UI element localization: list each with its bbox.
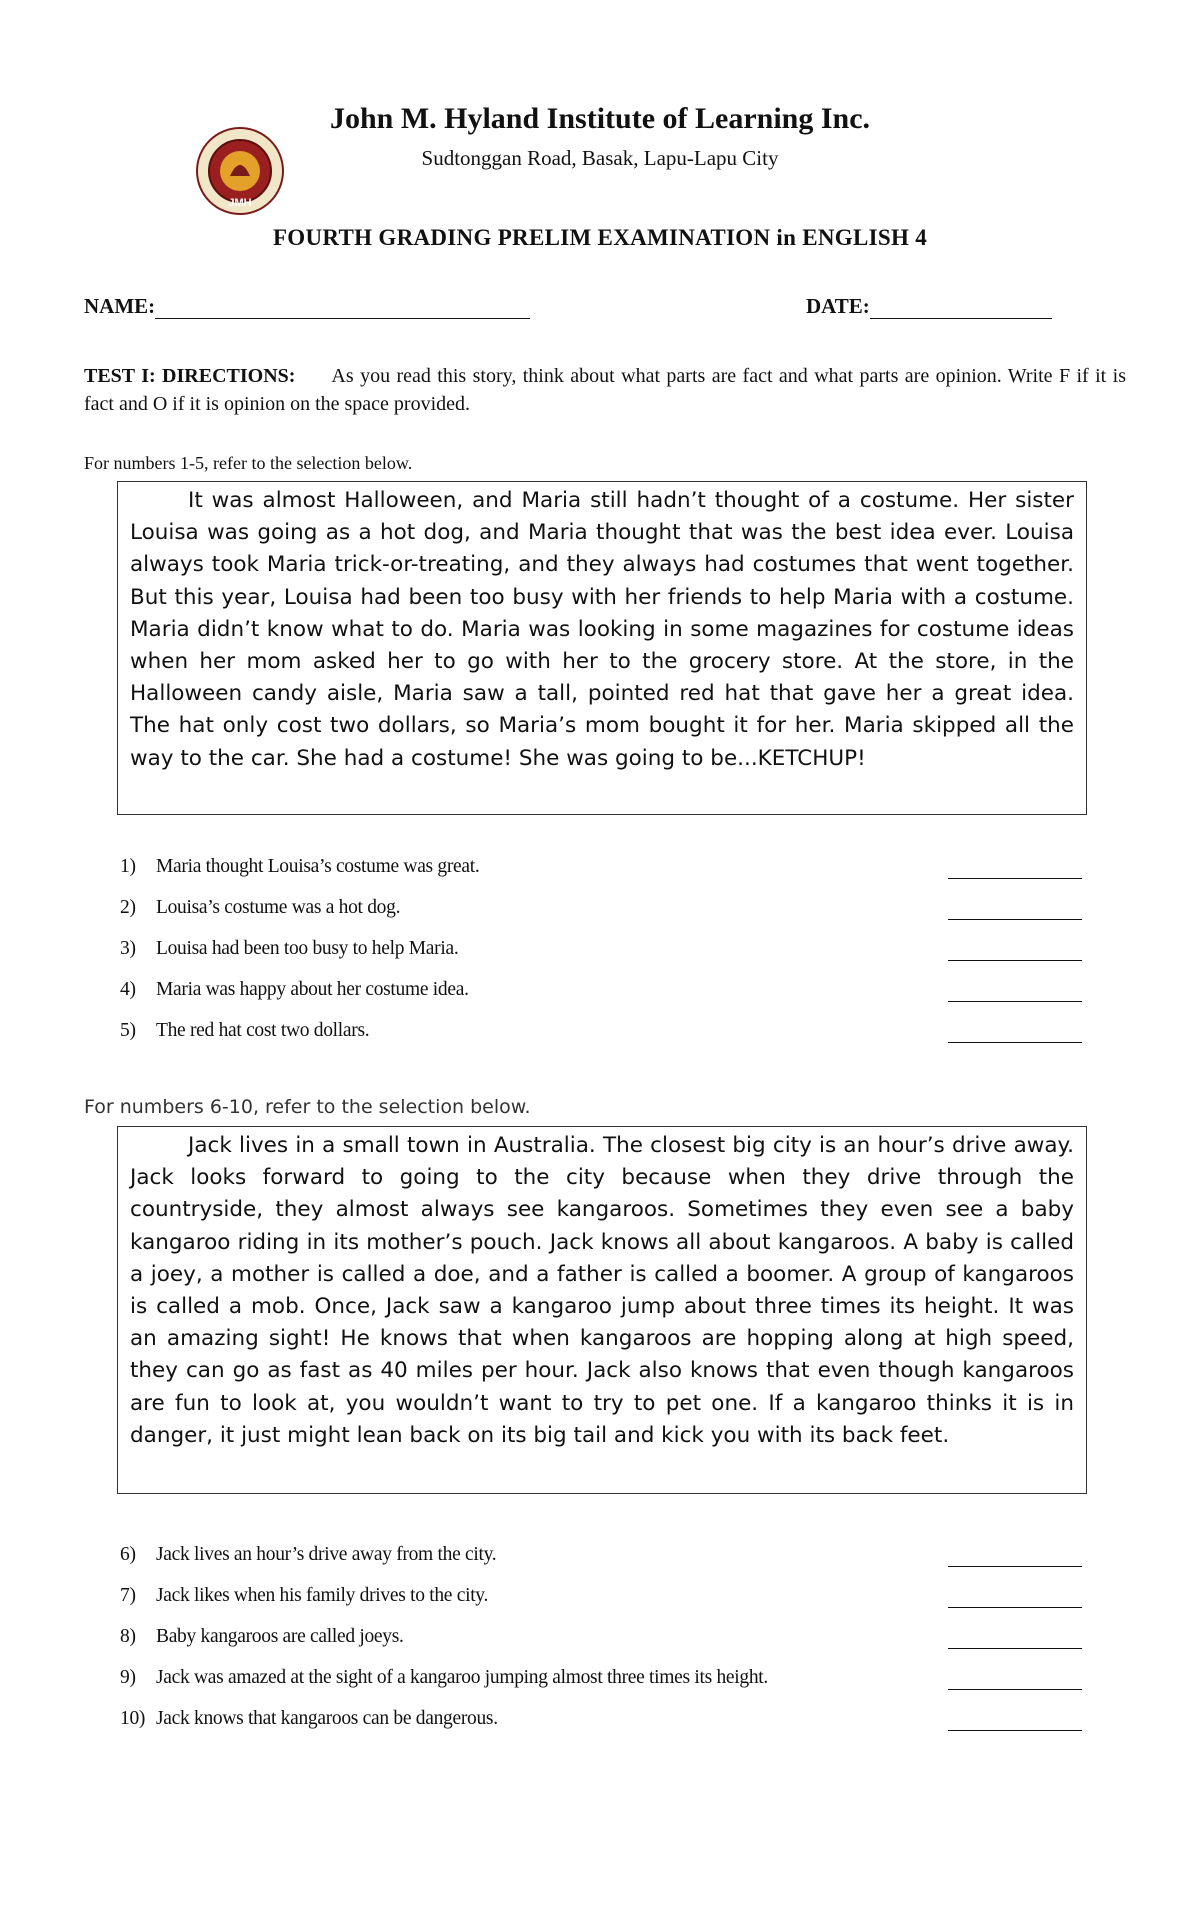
question-number: 1) xyxy=(120,856,136,877)
answer-blank[interactable] xyxy=(948,1042,1082,1043)
test-directions xyxy=(84,362,1126,418)
answer-blank[interactable] xyxy=(948,1730,1082,1731)
question-text: Jack likes when his family drives to the city. xyxy=(156,1585,489,1606)
school-name: John M. Hyland Institute of Learning Inc. xyxy=(329,102,871,135)
directions-text: As you read this story, think about what parts are fact and what parts are opinion. Write F if it is fact and O if it is opinion on the space provided. xyxy=(84,365,1126,415)
question-item xyxy=(120,938,1080,979)
question-number: 3) xyxy=(120,938,136,959)
question-number: 5) xyxy=(120,1020,136,1041)
question-text: Baby kangaroos are called joeys. xyxy=(156,1626,404,1647)
question-item xyxy=(120,1020,1080,1061)
passage-jack xyxy=(117,1126,1087,1494)
date-field[interactable] xyxy=(806,294,1052,319)
answer-blank[interactable] xyxy=(948,1001,1082,1002)
question-number: 8) xyxy=(120,1626,136,1647)
question-text: Jack lives an hour’s drive away from the city. xyxy=(156,1544,497,1565)
date-blank[interactable] xyxy=(870,296,1052,319)
passage-maria xyxy=(117,481,1087,815)
question-text: Jack knows that kangaroos can be dangerous. xyxy=(156,1708,498,1729)
question-item xyxy=(120,1585,1080,1626)
date-label: DATE: xyxy=(806,294,870,318)
answer-blank[interactable] xyxy=(948,878,1082,879)
question-number: 7) xyxy=(120,1585,136,1606)
name-label: NAME: xyxy=(84,294,156,318)
answer-blank[interactable] xyxy=(948,1648,1082,1649)
question-text: Louisa had been too busy to help Maria. xyxy=(156,938,459,959)
answer-blank[interactable] xyxy=(948,1566,1082,1567)
question-item xyxy=(120,979,1080,1020)
answer-blank[interactable] xyxy=(948,919,1082,920)
logo-initials: JMH xyxy=(228,197,252,209)
section1-refer: For numbers 1-5, refer to the selection below. xyxy=(84,453,413,473)
exam-title: FOURTH GRADING PRELIM EXAMINATION in ENGLISH 4 xyxy=(272,225,928,250)
school-logo xyxy=(195,126,285,216)
question-number: 6) xyxy=(120,1544,136,1565)
school-address: Sudtonggan Road, Basak, Lapu-Lapu City xyxy=(421,146,779,170)
question-item xyxy=(120,1708,1080,1749)
question-item xyxy=(120,1544,1080,1585)
name-blank[interactable] xyxy=(155,296,530,319)
question-number: 4) xyxy=(120,979,136,1000)
question-text: Louisa’s costume was a hot dog. xyxy=(156,897,401,918)
passage-text: It was almost Halloween, and Maria still hadn’t thought of a costume. Her sister Louisa was going as a hot dog, and Maria thought that was the best idea ever. Louisa always took Maria trick-or-treating, and they always had costumes that went together. But this year, Louisa had been too busy with her friends to help Maria with a costume. Maria didn’t know what to do. Maria was looking in some magazines for costume ideas when her mom asked her to go with her to the grocery store. At the store, in the Halloween candy aisle, Maria saw a tall, pointed red hat that gave her a great idea. The hat only cost two dollars, so Maria’s mom bought it for her. Maria skipped all the way to the car. She had a costume! She was going to be...KETCHUP! xyxy=(130,488,1074,771)
question-number: 10) xyxy=(120,1708,146,1729)
question-number: 9) xyxy=(120,1667,136,1688)
section2-refer: For numbers 6-10, refer to the selection below. xyxy=(84,1096,531,1118)
question-number: 2) xyxy=(120,897,136,918)
question-list-2 xyxy=(120,1544,1080,1749)
question-item xyxy=(120,1626,1080,1667)
question-item xyxy=(120,897,1080,938)
question-text: Maria thought Louisa’s costume was great. xyxy=(156,856,480,877)
answer-blank[interactable] xyxy=(948,1689,1082,1690)
question-item xyxy=(120,856,1080,897)
passage-text: Jack lives in a small town in Australia. The closest big city is an hour’s drive away. Jack looks forward to going to the city because when they drive through the countryside, they almost always see kangaroos. Sometimes they even see a baby kangaroo riding in its mother’s pouch. Jack knows all about kangaroos. A baby is called a joey, a mother is called a doe, and a father is called a boomer. A group of kangaroos is called a mob. Once, Jack saw a kangaroo jump about three times its height. It was an amazing sight! He knows that when kangaroos are hopping along at high speed, they can go as fast as 40 miles per hour. Jack also knows that even though kangaroos are fun to look at, you wouldn’t want to try to pet one. If a kangaroo thinks it is in danger, it just might lean back on its big tail and kick you with its back feet. xyxy=(130,1133,1074,1448)
question-text: The red hat cost two dollars. xyxy=(156,1020,370,1041)
question-list-1 xyxy=(120,856,1080,1061)
answer-blank[interactable] xyxy=(948,1607,1082,1608)
question-item xyxy=(120,1667,1080,1708)
question-text: Jack was amazed at the sight of a kangaroo jumping almost three times its height. xyxy=(156,1667,768,1688)
answer-blank[interactable] xyxy=(948,960,1082,961)
test-label: TEST I: DIRECTIONS: xyxy=(84,365,296,387)
question-text: Maria was happy about her costume idea. xyxy=(156,979,469,1000)
name-field[interactable] xyxy=(84,294,530,319)
